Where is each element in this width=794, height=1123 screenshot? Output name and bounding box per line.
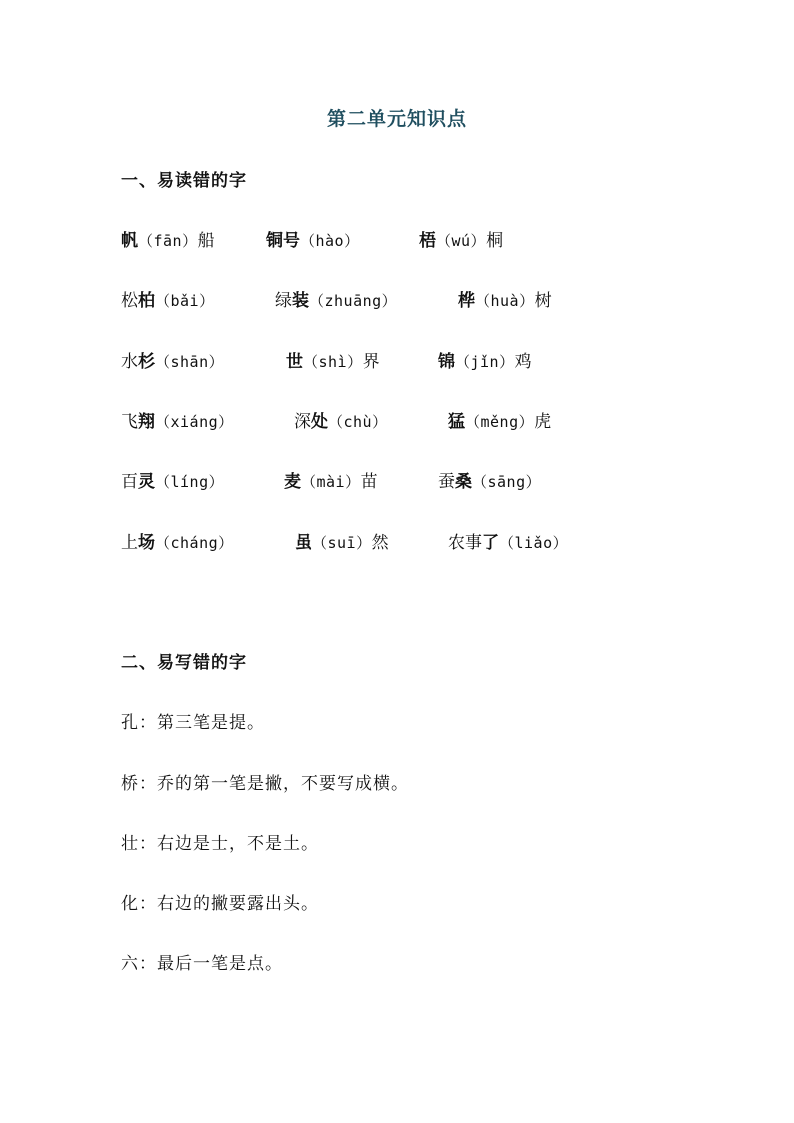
pinyin-row [121,347,681,373]
pinyin-row [121,528,681,554]
pinyin-item: 梧（wú）桐 [419,231,504,251]
pinyin-item: 百灵（líng） [121,472,225,492]
pinyin-item: 蚕桑（sāng） [438,472,542,492]
pinyin-item: 麦（mài）苗 [284,472,378,492]
writing-note: 化：右边的撇要露出头。 [121,894,319,914]
pinyin-item: 松柏（bǎi） [121,291,215,311]
pinyin-row [121,467,681,493]
pinyin-item: 飞翔（xiáng） [121,412,234,432]
pinyin-item: 绿装（zhuāng） [275,291,398,311]
writing-note: 壮：右边是士，不是土。 [121,834,319,854]
pinyin-row [121,226,681,252]
pinyin-item: 锦（jǐn）鸡 [438,352,532,372]
writing-note: 桥：乔的第一笔是撇，不要写成横。 [121,774,409,794]
section-heading-miswritten: 二、易写错的字 [121,653,247,673]
pinyin-row [121,286,681,312]
pinyin-row [121,407,681,433]
pinyin-item: 水杉（shān） [121,352,225,372]
writing-note: 六：最后一笔是点。 [121,954,283,974]
pinyin-item: 深处（chù） [294,412,388,432]
pinyin-item: 上场（cháng） [121,533,234,553]
pinyin-item: 虽（suī）然 [295,533,389,553]
pinyin-item: 桦（huà）树 [458,291,552,311]
section-heading-misread: 一、易读错的字 [121,171,247,191]
pinyin-item: 农事了（liǎo） [448,533,569,553]
pinyin-item: 帆（fān）船 [121,231,215,251]
pinyin-item: 铜号（hào） [266,231,360,251]
page-title: 第二单元知识点 [326,108,467,130]
writing-note: 孔：第三笔是提。 [121,713,265,733]
pinyin-item: 猛（měng）虎 [448,412,552,432]
pinyin-item: 世（shì）界 [286,352,380,372]
